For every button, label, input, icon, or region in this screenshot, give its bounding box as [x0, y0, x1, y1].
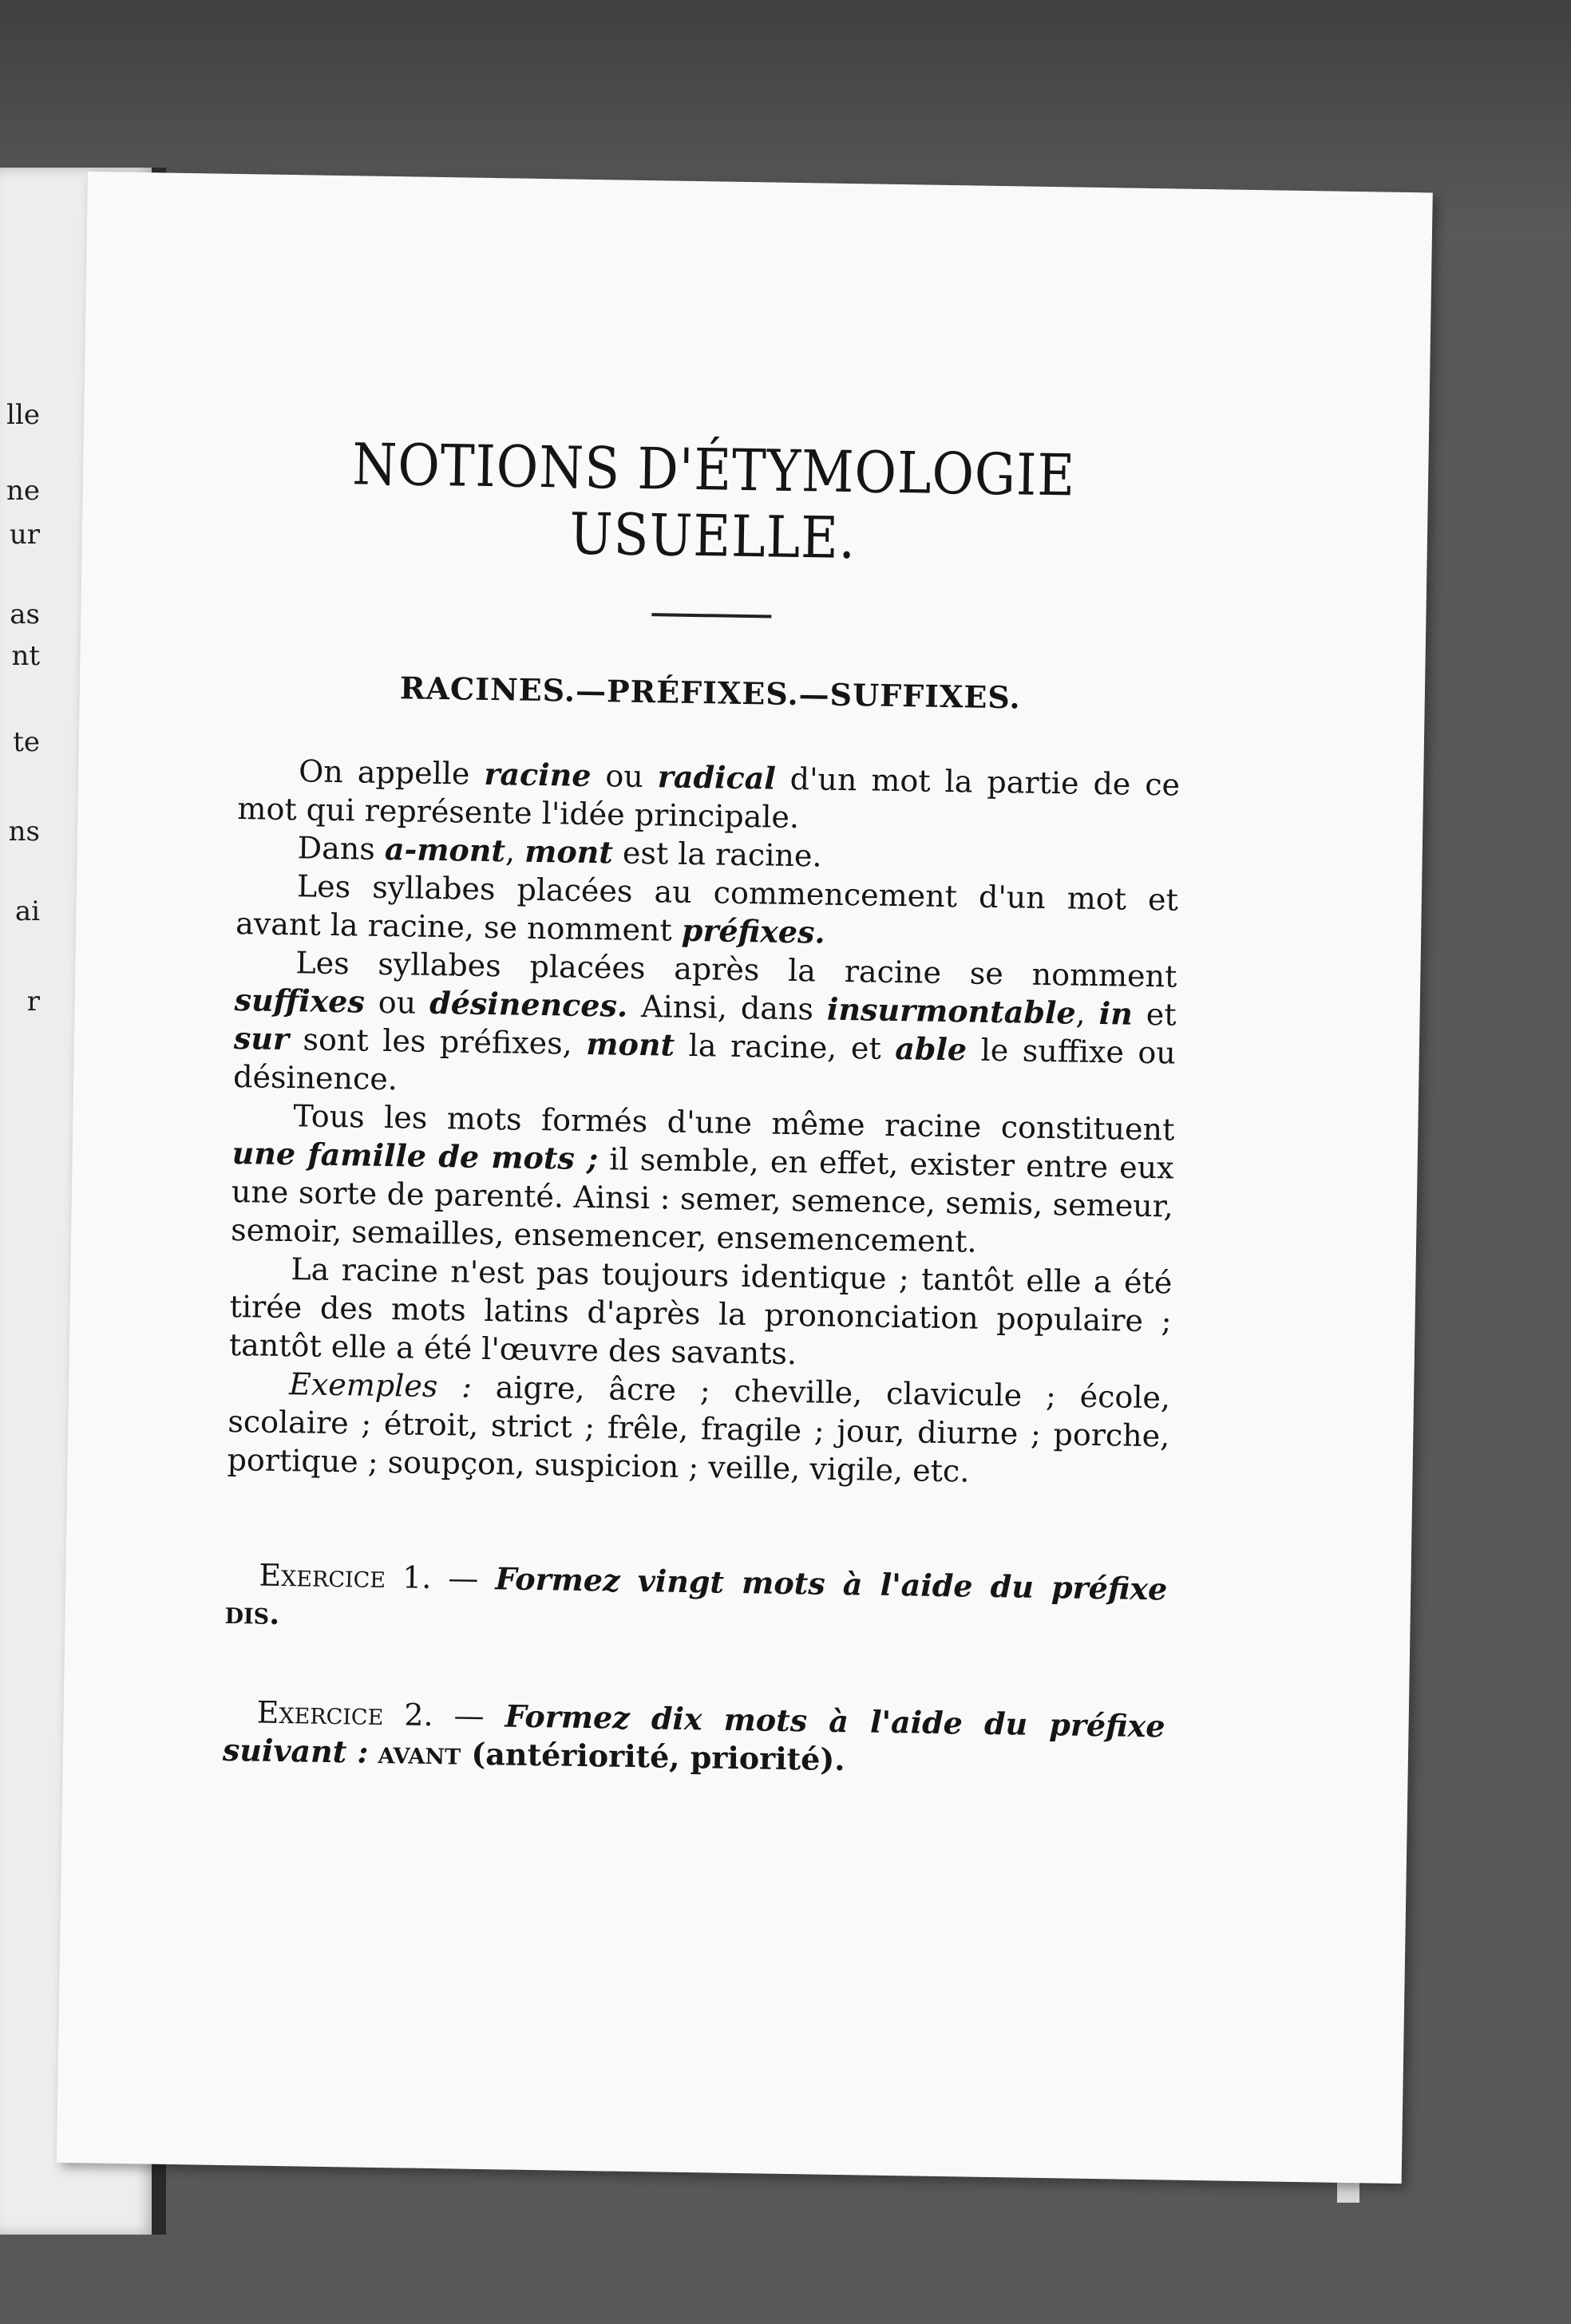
- left-fragment: r: [26, 986, 40, 1018]
- term-famille-de-mots: une famille de mots ;: [231, 1134, 599, 1177]
- paragraph-exemples: Exemples : aigre, âcre ; cheville, clavicule ; école, scolaire ; étroit, strict ; frêle, fragile ; jour, diurne ; porche, portique ; soupçon, suspicion ; veille, vigile, etc.: [227, 1366, 1171, 1489]
- exercise-1-instruction: Formez vingt mots à l'aide du préfixe: [495, 1560, 1168, 1607]
- title-rule: [651, 613, 771, 618]
- paragraph-exemple-amont: Dans a-mont, mont est la racine.: [297, 830, 822, 874]
- book-page: [57, 172, 1433, 2184]
- exercise-2-tail: (antériorité, priorité).: [460, 1735, 845, 1778]
- left-fragment: ai: [14, 895, 40, 927]
- page-content: [222, 432, 1185, 1784]
- term-prefixes: préfixes.: [681, 911, 826, 951]
- paragraph-famille: Tous les mots formés d'une même racine constituent une famille de mots ; il semble, en effet, exister entre eux une sorte de parenté. Ainsi : semer, semence, semis, semeur, semoir, semailles, ensemencer, ensemencement.: [230, 1098, 1175, 1259]
- term-sur: sur: [233, 1020, 290, 1057]
- term-in: in: [1098, 995, 1134, 1032]
- paragraph-racine-identique: La racine n'est pas toujours identique ; tantôt elle a été tirée des mots latins d'après la prononciation populaire ; tantôt elle a été l'œuvre des savants.: [228, 1251, 1173, 1372]
- exercise-1-label: Exercice 1.: [259, 1557, 432, 1595]
- left-fragment: ur: [9, 519, 40, 551]
- exercise-2-instruction: Formez dix mots à l'aide du préfixe suivant :: [222, 1698, 1165, 1770]
- term-mont: mont: [524, 832, 614, 871]
- paragraph-racine: On appelle racine ou radical d'un mot la partie de ce mot qui représente l'idée principale.: [237, 753, 1181, 836]
- term-able: able: [894, 1030, 968, 1068]
- left-fragment: ne: [6, 475, 40, 507]
- exercise-2-label: Exercice 2.: [256, 1694, 433, 1733]
- term-racine: racine: [484, 755, 592, 793]
- left-fragment: as: [10, 599, 40, 630]
- term-insurmontable: insurmontable: [826, 990, 1076, 1031]
- term-amont: a-mont: [384, 830, 506, 869]
- left-fragment: nt: [11, 640, 40, 672]
- section-subtitle: RACINES.—PRÉFIXES.—SUFFIXES.: [399, 670, 1022, 716]
- term-mont-2: mont: [586, 1025, 675, 1063]
- exercise-1-keyword: dis.: [224, 1594, 280, 1631]
- paragraph-prefixes: Les syllabes placées au commencement d'un mot et avant la racine, se nomment préfixes.: [235, 868, 1179, 951]
- exercise-2: Exercice 2. — Formez dix mots à l'aide du préfixe suivant : avant (antériorité, priorité).: [222, 1694, 1165, 1778]
- exercise-2-keyword: avant: [378, 1733, 461, 1772]
- term-desinences: désinences.: [429, 984, 628, 1024]
- left-fragment: ns: [8, 816, 40, 848]
- left-fragment: te: [13, 726, 40, 758]
- page-title: NOTIONS D'ÉTYMOLOGIE USUELLE.: [351, 432, 1076, 573]
- term-suffixes: suffixes: [234, 982, 366, 1020]
- term-radical: radical: [657, 758, 777, 796]
- left-fragment: lle: [6, 399, 40, 431]
- paragraph-suffixes: Les syllabes placées après la racine se nomment suffixes ou désinences. Ainsi, dans insurmontable, in et sur sont les préfixes, mont la racine, et able le suffixe ou désinence.: [232, 945, 1177, 1097]
- exercise-1: Exercice 1. — Formez vingt mots à l'aide du préfixe dis.: [224, 1557, 1168, 1631]
- exemples-label: Exemples :: [288, 1366, 473, 1405]
